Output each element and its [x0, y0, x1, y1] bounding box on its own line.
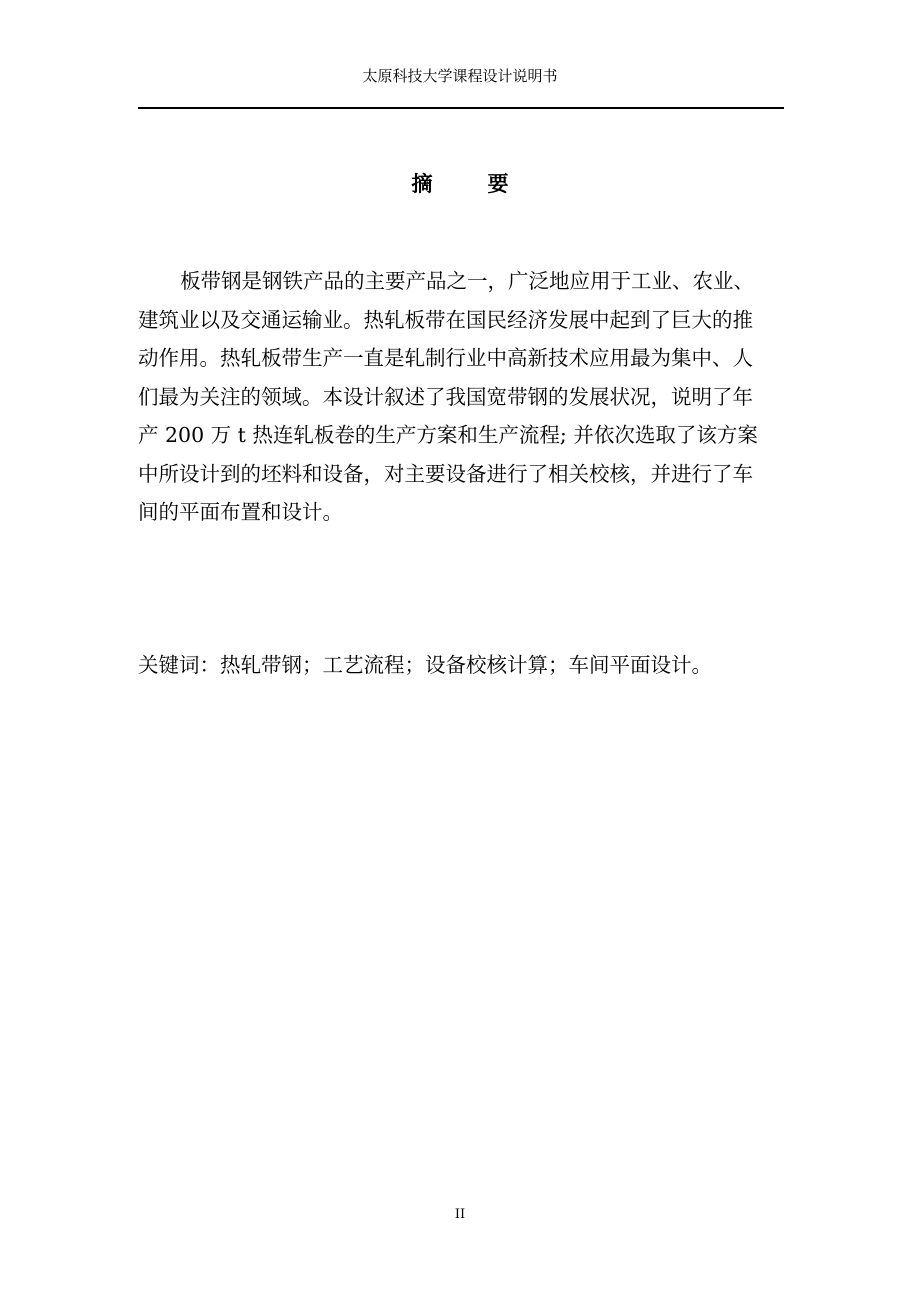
abstract-line: 建筑业以及交通运输业。热轧板带在国民经济发展中起到了巨大的推 [138, 307, 753, 332]
page-number: II [454, 1207, 466, 1222]
abstract-heading-char-1: 摘 [411, 172, 433, 196]
abstract-line: 中所设计到的坯料和设备，对主要设备进行了相关校核，并进行了车 [138, 461, 753, 486]
running-header: 太原科技大学课程设计说明书 [362, 67, 558, 85]
header-divider [138, 107, 784, 109]
keywords-line: 关键词：热轧带钢；工艺流程；设备校核计算；车间平面设计。 [138, 653, 712, 677]
abstract-line: 产 200 万 t 热连轧板卷的生产方案和生产流程; 并依次选取了该方案 [138, 423, 758, 447]
abstract-line: 动作用。热轧板带生产一直是轧制行业中高新技术应用最为集中、人 [138, 346, 753, 370]
abstract-body [138, 262, 790, 532]
abstract-line: 间的平面布置和设计。 [138, 500, 343, 524]
abstract-heading [0, 170, 920, 198]
abstract-line: 们最为关注的领域。本设计叙述了我国宽带钢的发展状况，说明了年 [138, 384, 753, 409]
abstract-heading-char-2: 要 [487, 172, 509, 196]
abstract-line: 板带钢是钢铁产品的主要产品之一，广泛地应用于工业、农业、 [180, 269, 754, 293]
